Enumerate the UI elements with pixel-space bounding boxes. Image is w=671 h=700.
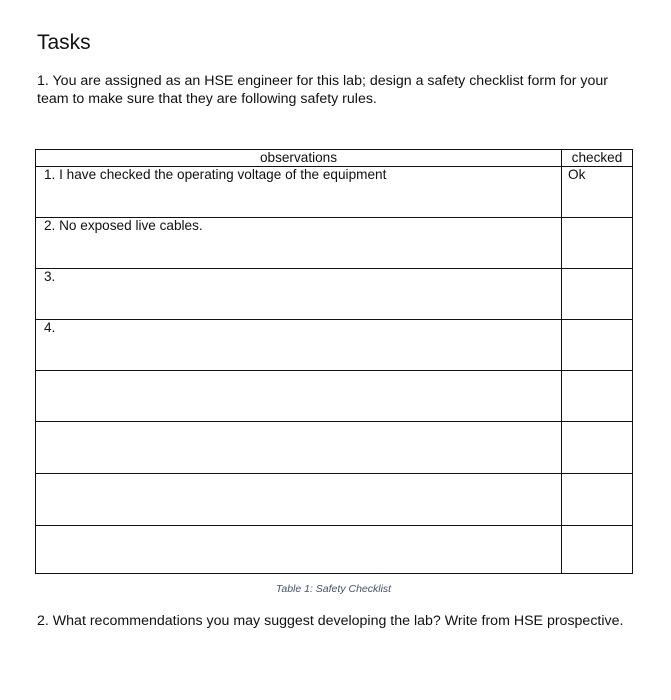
table-row — [36, 526, 633, 574]
checked-cell — [562, 218, 633, 269]
table-row — [36, 167, 633, 218]
safety-checklist-table — [35, 149, 633, 574]
page-heading: Tasks — [37, 31, 91, 54]
observation-cell — [36, 526, 562, 574]
observations-header: observations — [36, 150, 562, 167]
checked-cell — [562, 422, 633, 474]
observation-cell: 2. No exposed live cables. — [36, 218, 562, 269]
observation-cell — [36, 371, 562, 422]
checked-header: checked — [562, 150, 633, 167]
table-row — [36, 269, 633, 320]
task-2-text: 2. What recommendations you may suggest developing the lab? Write from HSE prospective. — [37, 613, 624, 629]
checked-cell — [562, 526, 633, 574]
observation-cell: 3. — [36, 269, 562, 320]
table-caption: Table 1: Safety Checklist — [275, 583, 392, 595]
task-1-text: 1. You are assigned as an HSE engineer for this lab; design a safety checklist form for your team to make sure that they are following safety rules. — [37, 73, 608, 107]
table-row — [36, 422, 633, 474]
checked-cell — [562, 269, 633, 320]
table-row — [36, 320, 633, 371]
observation-cell — [36, 422, 562, 474]
observation-cell: 4. — [36, 320, 562, 371]
checked-cell — [562, 474, 633, 526]
table-row — [36, 474, 633, 526]
checked-cell — [562, 371, 633, 422]
observation-cell: 1. I have checked the operating voltage of the equipment — [36, 167, 562, 218]
checked-cell: Ok — [562, 167, 633, 218]
table-row — [36, 218, 633, 269]
table-header-row — [36, 150, 633, 167]
observation-cell — [36, 474, 562, 526]
table-row — [36, 371, 633, 422]
checked-cell — [562, 320, 633, 371]
